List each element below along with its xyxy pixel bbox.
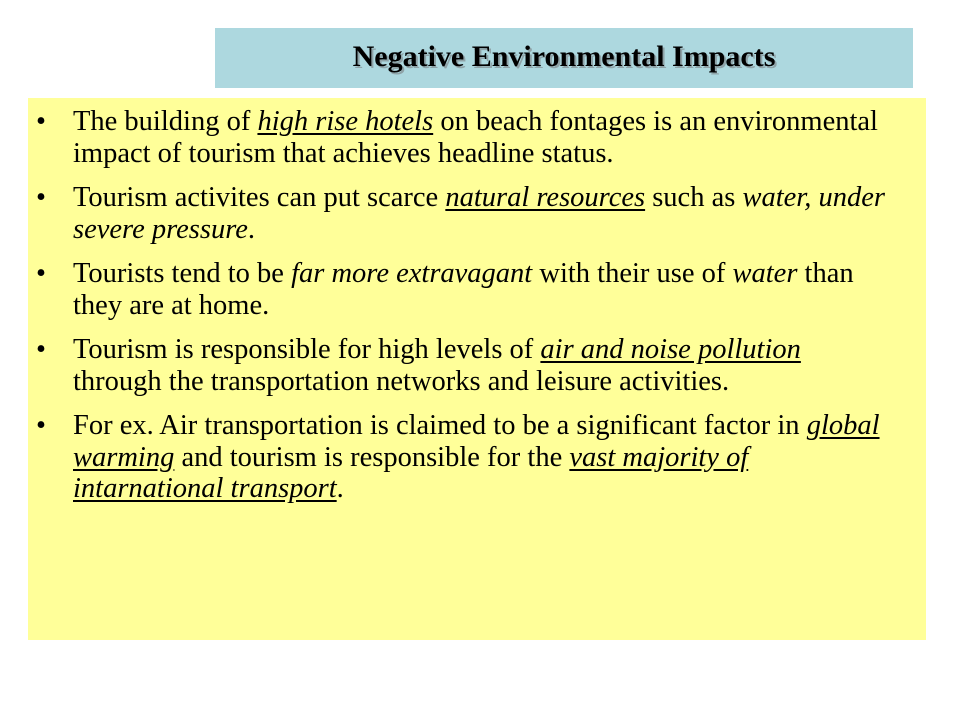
bullet-text: Tourists tend to be xyxy=(73,258,292,289)
bullet-item xyxy=(28,410,926,505)
bullet-text: through the transportation networks and leisure activities. xyxy=(73,365,730,397)
title-banner xyxy=(215,28,913,88)
bullet-text: Tourism activites can put scarce xyxy=(73,182,446,213)
bullet-item xyxy=(28,334,926,397)
emphasized-term: water, under severe pressure xyxy=(73,182,885,245)
bullet-text: than they are at home. xyxy=(73,258,854,321)
bullet-item xyxy=(28,106,926,169)
bullet-text: and tourism is responsible for the xyxy=(174,441,570,473)
bullet-text: such as xyxy=(645,182,743,213)
bullet-text: For ex. Air transportation is claimed to be a significant factor in xyxy=(73,410,807,441)
emphasized-term: global warming xyxy=(73,410,880,473)
bullet-text: The building of xyxy=(73,106,258,137)
content-panel xyxy=(28,98,926,640)
bullet-text: . xyxy=(247,213,256,245)
bullet-text: Tourism is responsible for high levels of xyxy=(73,334,541,365)
emphasized-term: water xyxy=(732,258,798,289)
bullet-dot-icon: • xyxy=(36,106,46,137)
bullet-text: . xyxy=(336,473,344,504)
bullet-dot-icon: • xyxy=(36,334,46,365)
bullet-item xyxy=(28,182,926,245)
bullet-dot-icon: • xyxy=(36,410,46,441)
emphasized-term: far more extravagant xyxy=(291,258,533,289)
bullet-list xyxy=(28,106,926,518)
bullet-text: with their use of xyxy=(532,258,733,289)
slide-title: Negative Environmental Impacts xyxy=(352,40,776,73)
bullet-dot-icon: • xyxy=(36,182,46,213)
emphasized-term: natural resources xyxy=(445,182,646,213)
bullet-text: on beach fontages is an environmental impact of tourism that achieves headline status. xyxy=(73,106,878,169)
emphasized-term: high rise hotels xyxy=(257,106,434,137)
emphasized-term: air and noise pollution xyxy=(540,334,801,365)
emphasized-term: vast majority of intarnational transport xyxy=(73,441,749,504)
bullet-item xyxy=(28,258,926,321)
bullet-dot-icon: • xyxy=(36,258,46,289)
